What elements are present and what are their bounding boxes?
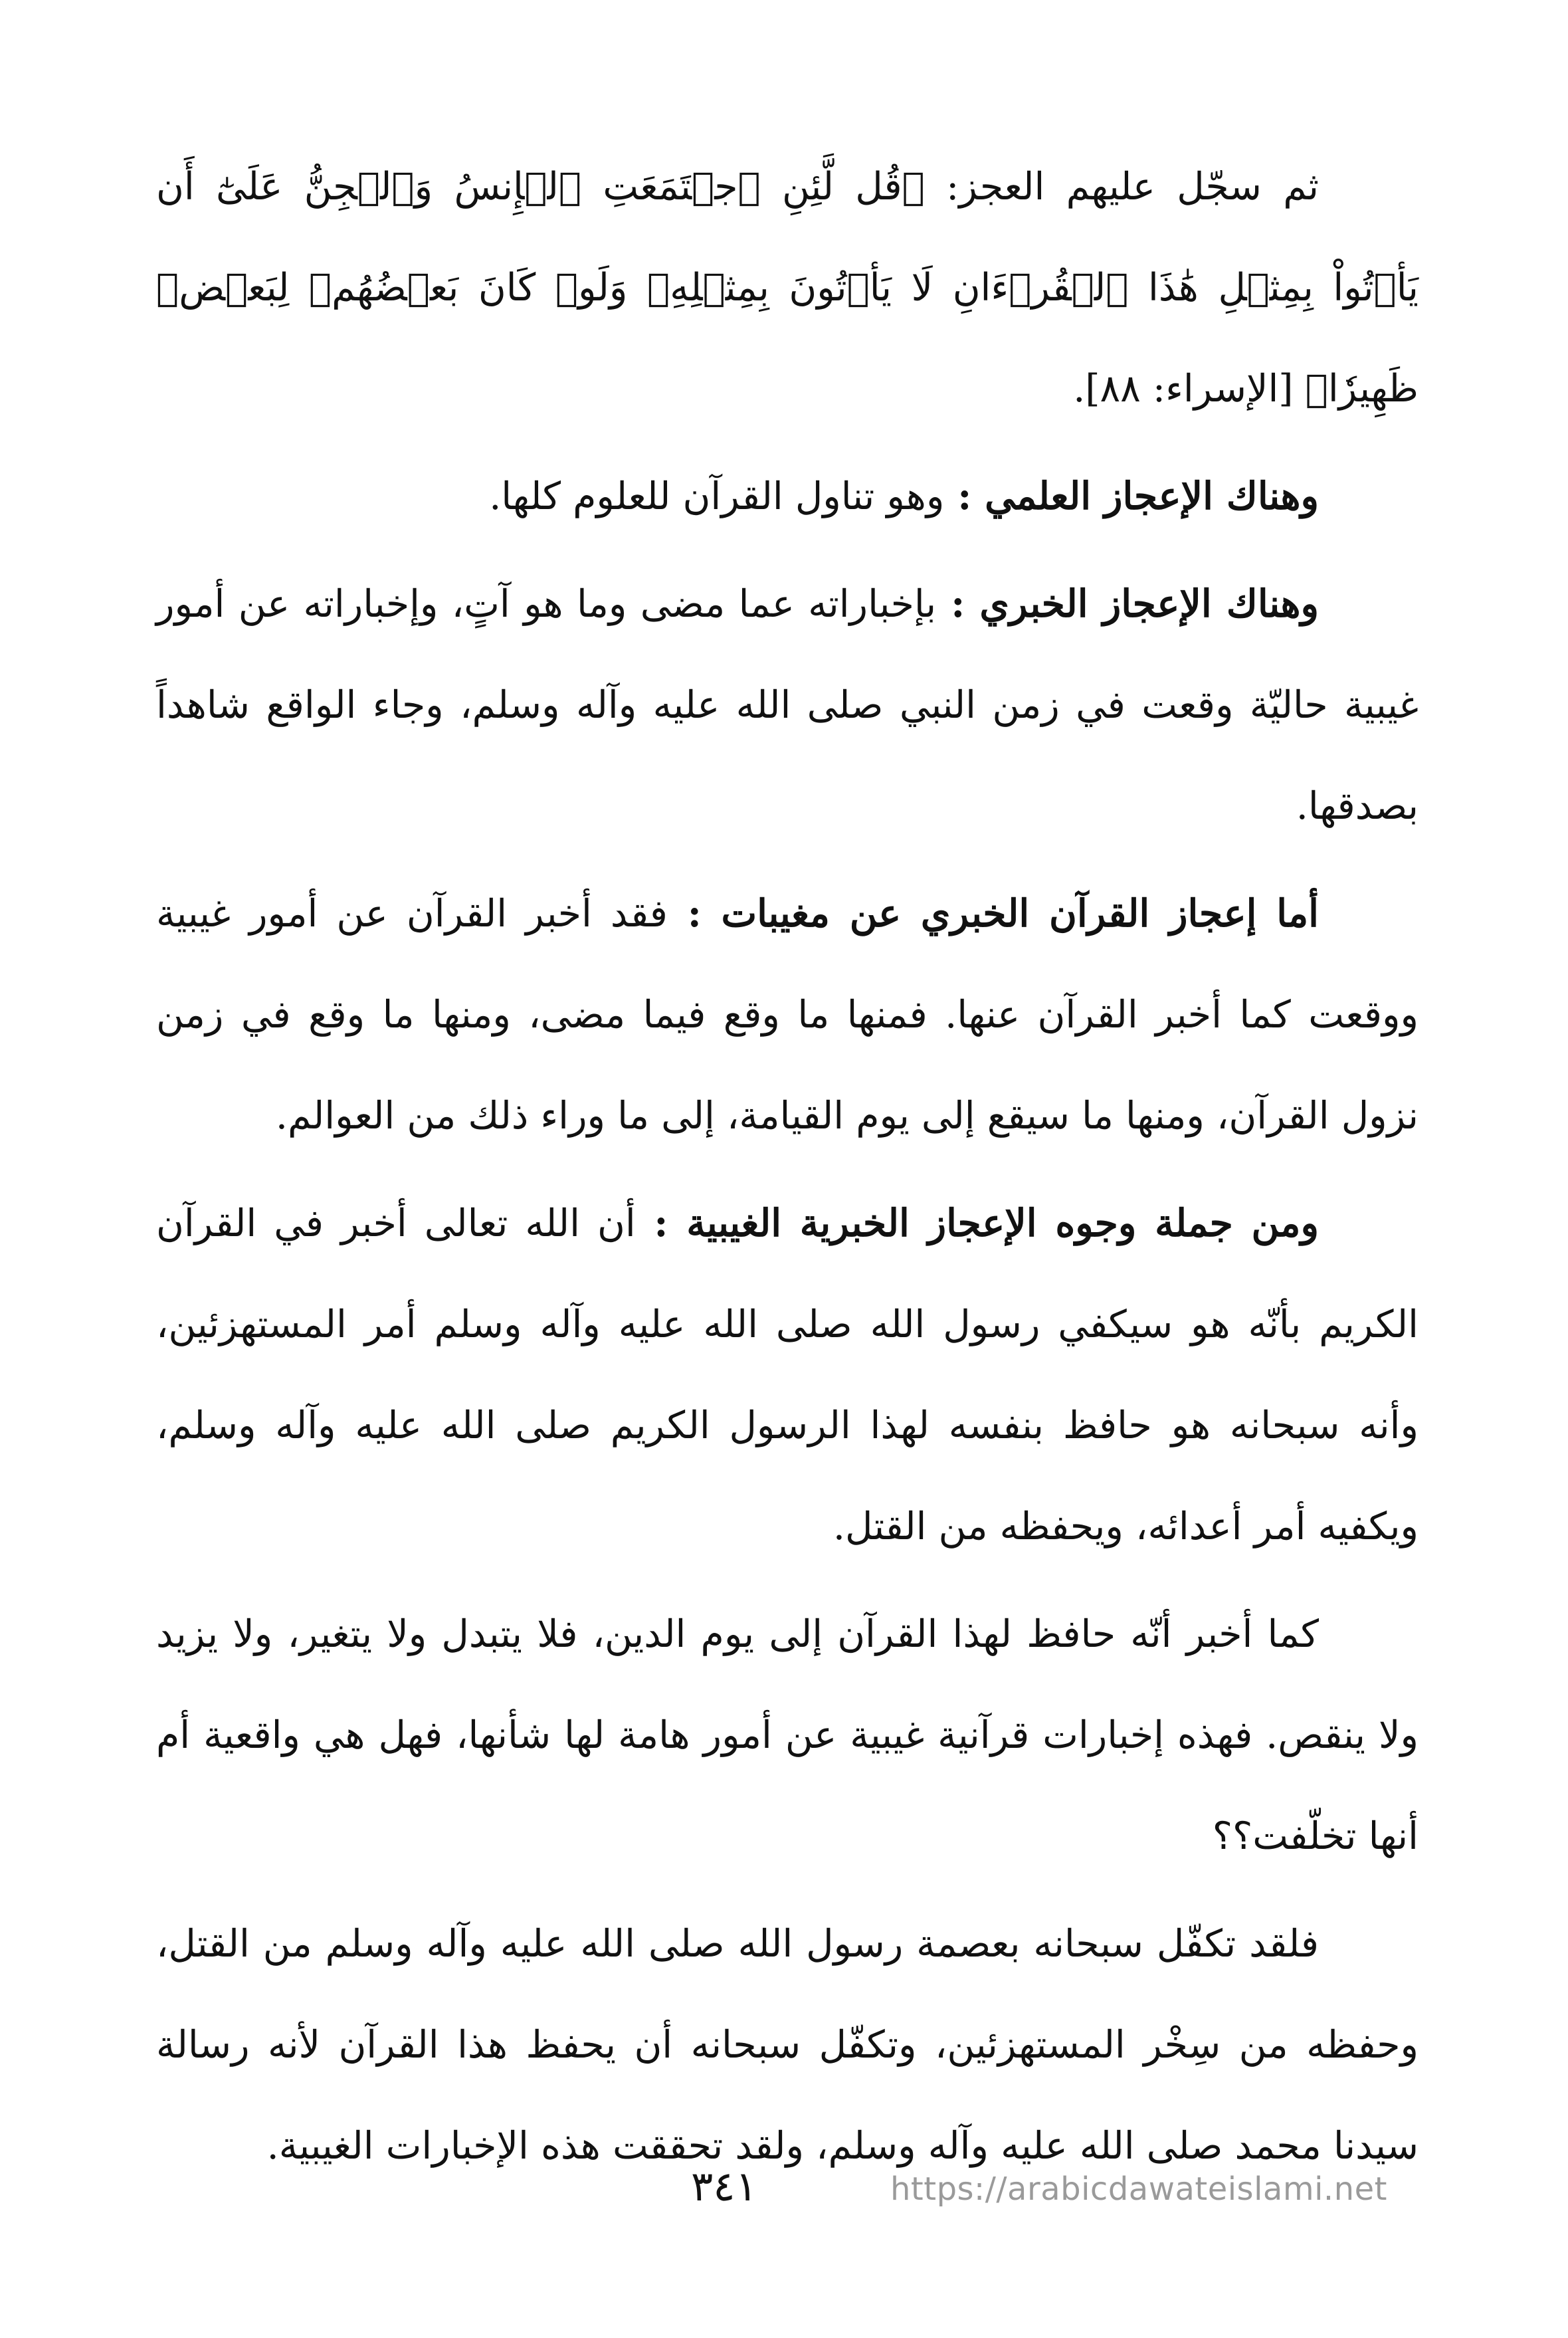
verse-reference: [الإسراء: ٨٨]. — [1073, 367, 1306, 411]
paragraph-quran-preservation — [156, 1584, 1419, 1887]
paragraph-scientific-miracle — [156, 446, 1419, 547]
paragraph-text: كما أخبر أنّه حافظ لهذا القرآن إلى يوم الدين، فلا يتبدل ولا يتغير، ولا يزيد ولا ينقص. فهذه إخبارات قرآنية غيبية عن أمور هامة لها شأنها، فهل هي واقعية أم أنها تخلّفت؟؟ — [156, 1612, 1419, 1858]
paragraph-unseen-aspects — [156, 1173, 1419, 1577]
page-footer — [691, 2157, 1409, 2230]
paragraph-heading: ومن جملة وجوه الإعجاز الخبرية الغيبية : — [635, 1201, 1319, 1245]
paragraph-text: فلقد تكفّل سبحانه بعصمة رسول الله صلى الله عليه وآله وسلم من القتل، وحفظه من سِخْر المستهزئين، وتكفّل سبحانه أن يحفظ هذا القرآن لأنه رسالة سيدنا محمد صلى الله عليه وآله وسلم، ولقد تحققت هذه الإخبارات الغيبية. — [156, 1922, 1419, 2168]
paragraph-news-miracle — [156, 554, 1419, 857]
paragraph-text: فقد أخبر القرآن عن أمور غيبية ووقعت كما أخبر القرآن عنها. فمنها ما وقع فيما مضى، ومنها ما وقع في زمن نزول القرآن، ومنها ما سيقع إلى يوم القيامة، إلى ما وراء ذلك من العوالم. — [156, 892, 1419, 1138]
page-number: ٣٤١ — [691, 2162, 757, 2210]
paragraph-text: بإخباراته عما مضى وما هو آتٍ، وإخباراته عن أمور غيبية حاليّة وقعت في زمن النبي صلى الله عليه وآله وسلم، وجاء الواقع شاهداً بصدقها. — [156, 582, 1419, 828]
paragraph-unseen-news — [156, 863, 1419, 1166]
paragraph-text: أن الله تعالى أخبر في القرآن الكريم بأنّه هو سيكفي رسول الله صلى الله عليه وآله وسلم أمر المستهزئين، وأنه سبحانه هو حافظ بنفسه لهذا الرسول الكريم صلى الله عليه وآله وسلم، ويكفيه أمر أعدائه، ويحفظه من القتل. — [156, 1202, 1419, 1548]
paragraph-heading: أما إعجاز القرآن الخبري عن مغيبات : — [667, 891, 1319, 936]
paragraph-text: ثم سجّل عليهم العجز: — [924, 165, 1320, 209]
paragraph-heading: وهناك الإعجاز العلمي : — [944, 474, 1319, 518]
quran-verse: ﴿قُل لَّئِنِ ٱجۡتَمَعَتِ ٱلۡإِنسُ وَٱلۡجِنُّ عَلَىٰٓ أَن يَأۡتُواْ بِمِثۡلِ هَٰذَا ٱلۡقُرۡءَانِ لَا يَأۡتُونَ بِمِثۡلِهِۦ وَلَوۡ كَانَ بَعۡضُهُمۡ لِبَعۡضٖ ظَهِيرٗا﴾ — [156, 165, 1419, 411]
watermark-url: https://arabicdawateislami.net — [890, 2171, 1387, 2208]
page-body — [156, 136, 1419, 2196]
paragraph-text: وهو تناول القرآن للعلوم كلها. — [489, 475, 945, 518]
paragraph-quran-challenge — [156, 136, 1419, 439]
paragraph-heading: وهناك الإعجاز الخبري : — [936, 582, 1319, 626]
paragraph-fulfilment — [156, 1893, 1419, 2196]
